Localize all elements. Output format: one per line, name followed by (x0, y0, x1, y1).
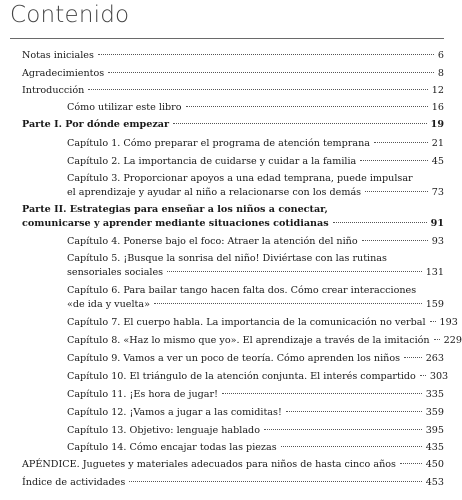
toc-entry-label: Capítulo 8. «Haz lo mismo que yo». El aprendizaje a través de la imitación (67, 335, 430, 346)
toc-entry-label: Parte I. Por dónde empezar (22, 119, 170, 130)
toc-entry-label: Índice de actividades (22, 477, 126, 488)
toc-entry-capitulo-10[interactable] (67, 370, 449, 383)
page-title: Contenido (10, 2, 130, 28)
toc-entry-page: 16 (431, 102, 444, 113)
toc-entry-capitulo-3[interactable] (67, 172, 444, 199)
toc-entry-page: 21 (431, 138, 444, 149)
toc-entry-capitulo-1[interactable] (67, 137, 444, 150)
leader-dots (98, 54, 434, 55)
title-divider (10, 38, 444, 39)
leader-dots (360, 160, 428, 161)
toc-entry-page: 73 (431, 186, 444, 198)
leader-dots (154, 303, 422, 304)
leader-dots (88, 89, 428, 90)
leader-dots (129, 481, 421, 482)
leader-dots (173, 123, 427, 124)
leader-dots (333, 222, 427, 223)
toc-entry-label: Capítulo 7. El cuerpo habla. La importancia de la comunicación no verbal (67, 317, 426, 328)
leader-dots (434, 339, 440, 340)
toc-entry-capitulo-6[interactable] (67, 284, 444, 311)
leader-dots (167, 271, 422, 272)
toc-entry-label-line1: Capítulo 5. ¡Busque la sonrisa del niño! Diviértase con las rutinas (67, 253, 387, 264)
leader-dots (186, 106, 428, 107)
toc-entry-capitulo-7[interactable] (67, 316, 458, 329)
toc-entry-page: 450 (425, 459, 444, 470)
toc-entry-label-line1: Capítulo 3. Proporcionar apoyos a una edad temprana, puede impulsar (67, 173, 413, 184)
leader-dots (420, 375, 426, 376)
toc-entry-parte-1[interactable] (22, 118, 444, 131)
toc-entry-label-line1: Parte II. Estrategias para enseñar a los niños a conectar, (22, 204, 328, 215)
toc-entry-page: 12 (431, 85, 444, 96)
toc-entry-label: APÉNDICE. Juguetes y materiales adecuados para niños de hasta cinco años (22, 459, 396, 470)
toc-entry-page: 435 (425, 442, 444, 453)
toc-entry-page: 93 (431, 236, 444, 247)
toc-entry-label: Capítulo 14. Cómo encajar todas las piezas (67, 442, 277, 453)
toc-entry-label: Capítulo 10. El triángulo de la atención conjunta. El interés compartido (67, 371, 416, 382)
toc-entry-label-line2: sensoriales sociales (67, 266, 164, 278)
toc-entry-capitulo-8[interactable] (67, 334, 462, 347)
toc-entry-label-line2: el aprendizaje y ayudar al niño a relacionarse con los demás (67, 186, 362, 198)
toc-entry-label: Capítulo 4. Ponerse bajo el foco: Atraer la atención del niño (67, 236, 358, 247)
toc-entry-page: 193 (439, 317, 458, 328)
toc-entry-label: Cómo utilizar este libro (67, 102, 182, 113)
toc-entry-como-utilizar[interactable] (67, 101, 444, 114)
toc-entry-page: 229 (443, 335, 462, 346)
toc-entry-page: 8 (437, 68, 444, 79)
toc-entry-capitulo-5[interactable] (67, 252, 444, 279)
toc-entry-capitulo-9[interactable] (67, 352, 444, 365)
leader-dots (374, 142, 428, 143)
leader-dots (281, 446, 422, 447)
leader-dots (108, 72, 434, 73)
toc-entry-introduccion[interactable] (22, 84, 444, 97)
toc-entry-page: 335 (425, 389, 444, 400)
leader-dots (362, 240, 428, 241)
toc-entry-label: Agradecimientos (22, 68, 105, 79)
toc-entry-label-line2: comunicarse y aprender mediante situaciones cotidianas (22, 217, 329, 229)
toc-entry-label: Introducción (22, 85, 85, 96)
toc-entry-agradecimientos[interactable] (22, 67, 444, 80)
toc-entry-page: 6 (437, 50, 444, 61)
toc-entry-label-line2: «de ida y vuelta» (67, 298, 150, 310)
toc-entry-page: 91 (430, 217, 444, 229)
toc-entry-page: 453 (425, 477, 444, 488)
toc-entry-label: Capítulo 13. Objetivo: lenguaje hablado (67, 425, 260, 436)
toc-entry-label: Capítulo 1. Cómo preparar el programa de atención temprana (67, 138, 370, 149)
toc-entry-page: 19 (430, 119, 444, 130)
toc-entry-capitulo-11[interactable] (67, 388, 444, 401)
toc-entry-notas[interactable] (22, 49, 444, 62)
toc-entry-capitulo-13[interactable] (67, 424, 444, 437)
toc-entry-label-line1: Capítulo 6. Para bailar tango hacen falta dos. Cómo crear interacciones (67, 285, 417, 296)
toc-entry-page: 263 (425, 353, 444, 364)
leader-dots (400, 463, 422, 464)
toc-entry-capitulo-2[interactable] (67, 155, 444, 168)
leader-dots (264, 429, 422, 430)
leader-dots (365, 191, 428, 192)
leader-dots (286, 411, 422, 412)
toc-entry-label: Capítulo 2. La importancia de cuidarse y cuidar a la familia (67, 156, 357, 167)
leader-dots (430, 321, 436, 322)
toc-entry-page: 359 (425, 407, 444, 418)
toc-entry-capitulo-4[interactable] (67, 235, 444, 248)
leader-dots (404, 357, 422, 358)
toc-entry-capitulo-12[interactable] (67, 406, 444, 419)
toc-entry-label: Capítulo 9. Vamos a ver un poco de teoría. Cómo aprenden los niños (67, 353, 401, 364)
toc-entry-page: 131 (425, 266, 444, 278)
toc-entry-page: 303 (429, 371, 449, 382)
toc-entry-page: 159 (425, 298, 444, 310)
toc-entry-label: Capítulo 11. ¡Es hora de jugar! (67, 389, 218, 400)
toc-entry-capitulo-14[interactable] (67, 441, 444, 454)
toc-entry-parte-2[interactable] (22, 203, 444, 230)
toc-entry-label: Notas iniciales (22, 50, 94, 61)
toc-entry-apendice[interactable] (22, 458, 444, 471)
toc-entry-page: 395 (425, 425, 444, 436)
toc-entry-label: Capítulo 12. ¡Vamos a jugar a las comiditas! (67, 407, 282, 418)
toc-entry-indice-actividades[interactable] (22, 476, 444, 489)
leader-dots (222, 393, 422, 394)
toc-entry-page: 45 (431, 156, 444, 167)
